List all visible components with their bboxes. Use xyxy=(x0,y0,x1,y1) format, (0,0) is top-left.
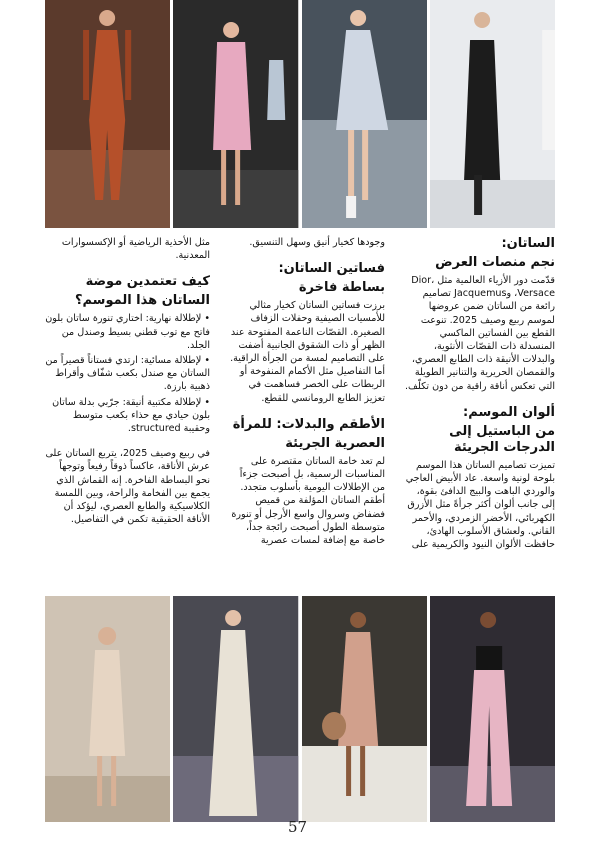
heading-colors-subtitle: من الباستيل إلى الدرجات الجريئة xyxy=(449,423,555,455)
heading-dresses-title: فساتين الساتان: xyxy=(278,261,385,277)
column-right xyxy=(403,236,555,553)
paragraph-colors: تميزت تصاميم الساتان هذا الموسم بلوحة لونية واسعة. عاد الأبيض العاجي والوردي الباهت والبيج الدافئ بقوة، إلى جانب ألوان أكثر جرأةً مثل الأزرق الكهربائي، الأخضر الزمردي، والأحمر القاني. ولعشاق الأسلوب الهادئ، حافظت الألوان النيود والكريمية على xyxy=(405,459,555,551)
runway-photo-pink-velvet xyxy=(173,0,298,228)
heading-suits-subtitle: العصرية الجريئة xyxy=(285,435,385,451)
heading-colors-title: ألوان الموسم: xyxy=(463,404,555,420)
column-middle xyxy=(225,236,385,549)
bullet-office-look: • لإطلالة مكتبية أنيقة: جرّبي بدلة ساتان بلون حيادي مع حذاء بكعب متوسط وحقيبة structured. xyxy=(52,396,210,435)
runway-photo-black-slip xyxy=(430,0,555,228)
heading-suits-title: الأطقم والبدلات: للمرأة xyxy=(232,416,385,432)
heading-dresses-subtitle: بساطة فاخرة xyxy=(298,280,385,296)
runway-photo-pink-trousers xyxy=(430,596,555,822)
heading-howto-subtitle: الساتان هذا الموسم؟ xyxy=(74,293,210,309)
column-left xyxy=(45,236,210,528)
heading-howto-title: كيف تعتمدين موضة xyxy=(85,274,210,290)
paragraph-dresses: برزت فساتين الساتان كخيار مثالي للأمسيات الصيفية وحفلات الزفاف الصغيرة. القصّات الناعمة المفتوحة عند الظهر أو ذات الشقوق الجانبية أضفت على التصاميم لمسة من الجرأة الراقية. أما التفاصيل مثل الأكمام المنفوخة أو الربطات على الخصر فساهمت في تعزيز الطابع الرومانسي للقطع. xyxy=(230,300,385,404)
runway-photo-silver-satin xyxy=(302,0,427,228)
bottom-photo-row xyxy=(45,596,555,822)
heading-satan-subtitle: نجم منصات العرض xyxy=(435,255,555,270)
runway-photo-ivory-gown xyxy=(173,596,298,822)
top-photo-row xyxy=(45,0,555,228)
runway-photo-blush-slip xyxy=(302,596,427,822)
runway-photo-rust-dress xyxy=(45,0,170,228)
runway-photo-champagne-slip xyxy=(45,596,170,822)
page-number: 57 xyxy=(287,818,308,836)
paragraph-continued: وجودها كخيار أنيق وسهل التنسيق. xyxy=(249,237,385,248)
heading-satan-title: الساتان: xyxy=(501,236,555,251)
paragraph-continued: مثل الأحذية الرياضية أو الإكسسوارات المعدنية. xyxy=(61,237,210,262)
bullet-day-look: • لإطلالة نهارية: اختاري تنورة ساتان بلون فاتح مع توب قطني بسيط وصندل من الجلد. xyxy=(45,313,210,351)
paragraph-conclusion: في ربيع وصيف 2025، يتربع الساتان على عرش الأناقة، عاكساً ذوقاً رفيعاً وتوجهاً نحو البساطة الفاخرة. إنه القماش الذي يجمع بين الفخامة والراحة، وبين اللمسة الكلاسيكية والطابع العصري، ليؤكد أن الأناقة الحقيقية تكمن في التفاصيل. xyxy=(45,448,210,526)
paragraph-runway: قدّمت دور الأزياء العالمية مثل Dior، Versace، وJacquemus تصاميم رائعة من الساتان ضمن عروضها لموسم ربيع وصيف 2025. تنوعت القطع بين الفساتين الماكسي المنسدلة ذات القصّات الأنثوية، والبدلات الأنيقة ذات الطابع العصري، والقمصان الحريرية والتنانير الطويلة التي تعكس أناقة راقية من دون تكلّف. xyxy=(404,275,555,392)
bullet-evening-look: • لإطلالة مسائية: ارتدي فستاناً قصيراً من الساتان مع صندل بكعب شفّاف وأقراط ذهبية بارزة. xyxy=(45,355,210,393)
paragraph-suits: لم تعد خامة الساتان مقتصرة على المناسبات الرسمية، بل أصبحت جزءاً من الإطلالات اليومية بأسلوب متجدد. أطقم الساتان المؤلفة من قميص فضفاض وسروال واسع الأرجل أو تنورة متوسطة الطول أصبحت رائجة جداً، خاصة مع إضافة لمسات عصرية xyxy=(231,455,385,547)
